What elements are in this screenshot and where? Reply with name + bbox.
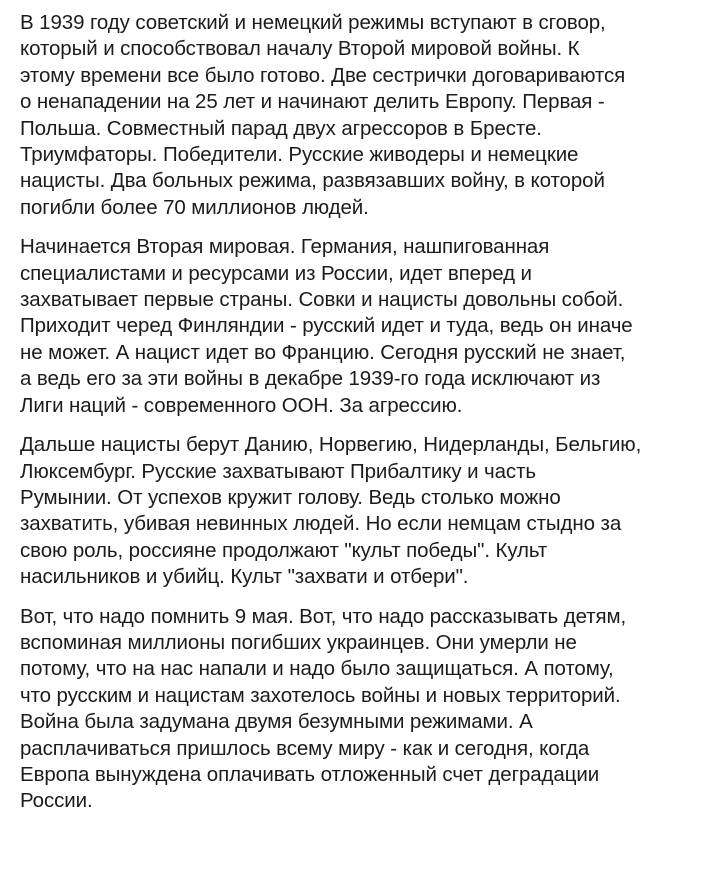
text-line: нацисты. Два больных режима, развязавших войну, в которой bbox=[20, 169, 605, 193]
text-line: Дальше нацисты берут Данию, Норвегию, Нидерланды, Бельгию, bbox=[20, 433, 642, 457]
paragraph-4 bbox=[20, 604, 710, 815]
text-line: Румынии. От успехов кружит голову. Ведь столько можно bbox=[20, 485, 561, 509]
text-line: о ненападении на 25 лет и начинают делить Европу. Первая - bbox=[20, 90, 605, 114]
text-line: а ведь его за эти войны в декабре 1939-го года исключают из bbox=[20, 367, 601, 391]
text-line: Начинается Вторая мировая. Германия, нашпигованная bbox=[20, 235, 550, 259]
text-line: специалистами и ресурсами из России, идет вперед и bbox=[20, 261, 532, 285]
text-line: Вот, что надо помнить 9 мая. Вот, что надо рассказывать детям, bbox=[20, 604, 627, 628]
paragraph-3 bbox=[20, 432, 710, 590]
text-line: захватывает первые страны. Совки и нацисты довольны собой. bbox=[20, 288, 624, 312]
text-line: Триумфаторы. Победители. Русские живодеры и немецкие bbox=[20, 143, 579, 167]
text-line: Война была задумана двумя безумными режимами. А bbox=[20, 710, 533, 734]
text-line: расплачиваться пришлось всему миру - как и сегодня, когда bbox=[20, 736, 590, 760]
text-line: свою роль, россияне продолжают "культ победы". Культ bbox=[20, 538, 548, 562]
text-line: захватить, убивая невинных людей. Но если немцам стыдно за bbox=[20, 512, 622, 536]
text-line: В 1939 году советский и немецкий режимы вступают в сговор, bbox=[20, 11, 606, 34]
text-line: вспоминая миллионы погибших украинцев. Они умерли не bbox=[20, 630, 577, 654]
post-text bbox=[20, 10, 710, 828]
text-line: не может. А нацист идет во Францию. Сегодня русский не знает, bbox=[20, 340, 626, 364]
text-line: Польша. Совместный парад двух агрессоров в Бресте. bbox=[20, 116, 542, 140]
paragraph-1 bbox=[20, 10, 710, 221]
text-line: который и способствовал началу Второй мировой войны. К bbox=[20, 37, 580, 61]
text-line: этому времени все было готово. Две сестрички договариваются bbox=[20, 63, 626, 87]
paragraph-2 bbox=[20, 234, 710, 419]
text-line: потому, что на нас напали и надо было защищаться. А потому, bbox=[20, 657, 614, 681]
text-line: погибли более 70 миллионов людей. bbox=[20, 195, 369, 219]
text-line: Приходит черед Финляндии - русский идет и туда, ведь он иначе bbox=[20, 314, 633, 338]
text-line: России. bbox=[20, 789, 93, 813]
text-line: Европа вынуждена оплачивать отложенный счет деградации bbox=[20, 762, 600, 786]
text-line: что русским и нацистам захотелось войны и новых территорий. bbox=[20, 683, 621, 707]
text-line: насильников и убийц. Культ "захвати и отбери". bbox=[20, 565, 469, 589]
text-line: Люксембург. Русские захватывают Прибалтику и часть bbox=[20, 459, 536, 483]
text-line: Лиги наций - современного ООН. За агрессию. bbox=[20, 393, 463, 417]
